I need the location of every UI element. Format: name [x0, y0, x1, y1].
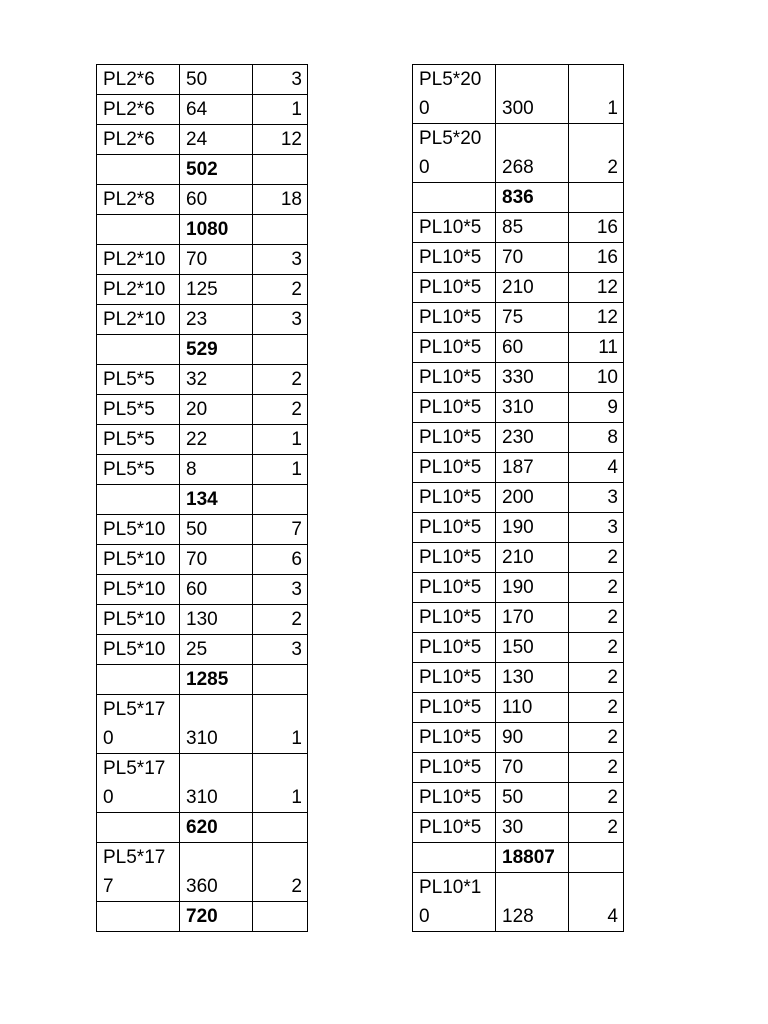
table-row [413, 124, 624, 183]
table-row [97, 605, 308, 635]
quantity-cell: 3 [253, 65, 308, 95]
subtotal-row [97, 215, 308, 245]
empty-cell [253, 155, 308, 185]
length-cell: 22 [180, 425, 253, 455]
part-name-cell: PL5*5 [97, 395, 180, 425]
quantity-cell: 16 [569, 243, 624, 273]
table-row [97, 635, 308, 665]
table-row [413, 423, 624, 453]
length-cell: 60 [180, 575, 253, 605]
part-name-cell: PL10*5 [413, 483, 496, 513]
table-row [97, 185, 308, 215]
table-row [413, 633, 624, 663]
quantity-cell: 3 [253, 305, 308, 335]
quantity-cell: 12 [569, 303, 624, 333]
length-cell: 75 [496, 303, 569, 333]
subtotal-cell: 1285 [180, 665, 253, 695]
subtotal-row [97, 665, 308, 695]
part-name-cell: PL10*5 [413, 213, 496, 243]
table-row [413, 483, 624, 513]
table-row [97, 65, 308, 95]
subtotal-cell: 1080 [180, 215, 253, 245]
length-cell: 300 [496, 65, 569, 124]
quantity-cell: 2 [569, 693, 624, 723]
part-name-cell: PL5*170 [97, 754, 180, 813]
part-name-cell: PL10*5 [413, 543, 496, 573]
length-cell: 32 [180, 365, 253, 395]
length-cell: 230 [496, 423, 569, 453]
table-row [413, 363, 624, 393]
part-name-cell: PL10*5 [413, 603, 496, 633]
subtotal-cell: 836 [496, 183, 569, 213]
length-cell: 187 [496, 453, 569, 483]
table-row [413, 723, 624, 753]
table-row [97, 695, 308, 754]
quantity-cell: 3 [253, 635, 308, 665]
length-cell: 70 [496, 243, 569, 273]
length-cell: 50 [180, 515, 253, 545]
quantity-cell: 2 [569, 663, 624, 693]
table-row [413, 663, 624, 693]
quantity-cell: 6 [253, 545, 308, 575]
empty-cell [253, 215, 308, 245]
length-cell: 170 [496, 603, 569, 633]
part-name-cell: PL5*200 [413, 124, 496, 183]
table-row [413, 783, 624, 813]
quantity-cell: 2 [569, 124, 624, 183]
table-row [97, 275, 308, 305]
table-row [97, 754, 308, 813]
empty-cell [97, 215, 180, 245]
empty-cell [253, 665, 308, 695]
empty-cell [569, 183, 624, 213]
quantity-cell: 2 [253, 275, 308, 305]
part-name-cell: PL2*8 [97, 185, 180, 215]
length-cell: 268 [496, 124, 569, 183]
quantity-cell: 1 [253, 425, 308, 455]
length-cell: 310 [180, 695, 253, 754]
quantity-cell: 2 [569, 633, 624, 663]
length-cell: 90 [496, 723, 569, 753]
length-cell: 20 [180, 395, 253, 425]
quantity-cell: 1 [253, 95, 308, 125]
part-name-cell: PL5*170 [97, 695, 180, 754]
quantity-cell: 4 [569, 453, 624, 483]
length-cell: 64 [180, 95, 253, 125]
subtotal-cell: 502 [180, 155, 253, 185]
length-cell: 30 [496, 813, 569, 843]
table-row [97, 843, 308, 902]
quantity-cell: 10 [569, 363, 624, 393]
subtotal-cell: 529 [180, 335, 253, 365]
empty-cell [413, 843, 496, 873]
empty-cell [97, 335, 180, 365]
empty-cell [253, 813, 308, 843]
empty-cell [97, 485, 180, 515]
quantity-cell: 2 [569, 543, 624, 573]
quantity-cell: 2 [253, 605, 308, 635]
quantity-cell: 2 [569, 813, 624, 843]
quantity-cell: 3 [569, 513, 624, 543]
length-cell: 8 [180, 455, 253, 485]
part-name-cell: PL2*10 [97, 275, 180, 305]
part-name-cell: PL10*5 [413, 693, 496, 723]
table-row [413, 753, 624, 783]
part-name-cell: PL2*6 [97, 95, 180, 125]
table-row [413, 333, 624, 363]
empty-cell [253, 335, 308, 365]
length-cell: 190 [496, 513, 569, 543]
length-cell: 24 [180, 125, 253, 155]
part-name-cell: PL10*5 [413, 723, 496, 753]
part-name-cell: PL10*5 [413, 243, 496, 273]
length-cell: 130 [496, 663, 569, 693]
quantity-cell: 8 [569, 423, 624, 453]
table-row [97, 545, 308, 575]
table-row [97, 305, 308, 335]
right-parts-table [412, 64, 624, 932]
subtotal-cell: 720 [180, 902, 253, 932]
part-name-cell: PL10*5 [413, 633, 496, 663]
part-name-cell: PL5*5 [97, 365, 180, 395]
quantity-cell: 2 [569, 783, 624, 813]
part-name-cell: PL10*5 [413, 663, 496, 693]
part-name-cell: PL10*5 [413, 573, 496, 603]
length-cell: 210 [496, 543, 569, 573]
length-cell: 85 [496, 213, 569, 243]
table-row [413, 213, 624, 243]
table-row [413, 693, 624, 723]
part-name-cell: PL10*5 [413, 363, 496, 393]
subtotal-row [413, 183, 624, 213]
quantity-cell: 18 [253, 185, 308, 215]
length-cell: 150 [496, 633, 569, 663]
subtotal-cell: 134 [180, 485, 253, 515]
table-row [413, 513, 624, 543]
right-table-body [413, 65, 624, 932]
length-cell: 310 [180, 754, 253, 813]
empty-cell [253, 485, 308, 515]
table-row [413, 243, 624, 273]
table-row [97, 245, 308, 275]
quantity-cell: 11 [569, 333, 624, 363]
part-name-cell: PL5*5 [97, 425, 180, 455]
quantity-cell: 2 [569, 573, 624, 603]
empty-cell [569, 843, 624, 873]
empty-cell [97, 902, 180, 932]
part-name-cell: PL2*10 [97, 305, 180, 335]
empty-cell [97, 155, 180, 185]
table-row [413, 65, 624, 124]
subtotal-row [97, 902, 308, 932]
quantity-cell: 16 [569, 213, 624, 243]
part-name-cell: PL10*5 [413, 813, 496, 843]
length-cell: 50 [180, 65, 253, 95]
subtotal-row [97, 485, 308, 515]
empty-cell [97, 665, 180, 695]
length-cell: 60 [180, 185, 253, 215]
part-name-cell: PL10*5 [413, 333, 496, 363]
part-name-cell: PL5*10 [97, 635, 180, 665]
quantity-cell: 1 [569, 65, 624, 124]
part-name-cell: PL10*5 [413, 273, 496, 303]
length-cell: 110 [496, 693, 569, 723]
table-row [97, 365, 308, 395]
length-cell: 360 [180, 843, 253, 902]
length-cell: 25 [180, 635, 253, 665]
table-row [413, 603, 624, 633]
part-name-cell: PL10*5 [413, 783, 496, 813]
part-name-cell: PL5*200 [413, 65, 496, 124]
part-name-cell: PL10*5 [413, 393, 496, 423]
quantity-cell: 2 [253, 365, 308, 395]
subtotal-cell: 620 [180, 813, 253, 843]
part-name-cell: PL5*10 [97, 605, 180, 635]
quantity-cell: 3 [569, 483, 624, 513]
part-name-cell: PL10*5 [413, 753, 496, 783]
length-cell: 130 [180, 605, 253, 635]
table-row [97, 515, 308, 545]
length-cell: 210 [496, 273, 569, 303]
length-cell: 200 [496, 483, 569, 513]
subtotal-row [97, 155, 308, 185]
subtotal-row [97, 813, 308, 843]
part-name-cell: PL2*10 [97, 245, 180, 275]
table-row [97, 455, 308, 485]
empty-cell [253, 902, 308, 932]
quantity-cell: 7 [253, 515, 308, 545]
quantity-cell: 12 [253, 125, 308, 155]
quantity-cell: 2 [253, 395, 308, 425]
left-parts-table [96, 64, 308, 932]
left-table-body [97, 65, 308, 932]
part-name-cell: PL10*5 [413, 513, 496, 543]
length-cell: 330 [496, 363, 569, 393]
quantity-cell: 1 [253, 455, 308, 485]
length-cell: 70 [180, 545, 253, 575]
part-name-cell: PL5*177 [97, 843, 180, 902]
length-cell: 128 [496, 873, 569, 932]
length-cell: 125 [180, 275, 253, 305]
length-cell: 50 [496, 783, 569, 813]
quantity-cell: 12 [569, 273, 624, 303]
quantity-cell: 3 [253, 245, 308, 275]
empty-cell [97, 813, 180, 843]
quantity-cell: 2 [569, 723, 624, 753]
part-name-cell: PL5*10 [97, 515, 180, 545]
length-cell: 190 [496, 573, 569, 603]
table-row [413, 813, 624, 843]
length-cell: 310 [496, 393, 569, 423]
length-cell: 70 [180, 245, 253, 275]
table-row [97, 395, 308, 425]
table-row [97, 125, 308, 155]
table-row [413, 873, 624, 932]
table-row [97, 425, 308, 455]
part-name-cell: PL10*5 [413, 303, 496, 333]
subtotal-row [97, 335, 308, 365]
quantity-cell: 2 [253, 843, 308, 902]
part-name-cell: PL2*6 [97, 125, 180, 155]
table-row [413, 573, 624, 603]
quantity-cell: 1 [253, 695, 308, 754]
table-row [413, 543, 624, 573]
subtotal-row [413, 843, 624, 873]
quantity-cell: 3 [253, 575, 308, 605]
quantity-cell: 2 [569, 603, 624, 633]
part-name-cell: PL5*10 [97, 575, 180, 605]
quantity-cell: 9 [569, 393, 624, 423]
part-name-cell: PL10*5 [413, 423, 496, 453]
length-cell: 70 [496, 753, 569, 783]
table-row [413, 393, 624, 423]
length-cell: 23 [180, 305, 253, 335]
table-row [413, 453, 624, 483]
empty-cell [413, 183, 496, 213]
quantity-cell: 4 [569, 873, 624, 932]
part-name-cell: PL5*5 [97, 455, 180, 485]
part-name-cell: PL10*10 [413, 873, 496, 932]
part-name-cell: PL10*5 [413, 453, 496, 483]
table-row [413, 303, 624, 333]
quantity-cell: 2 [569, 753, 624, 783]
table-row [97, 575, 308, 605]
subtotal-cell: 18807 [496, 843, 569, 873]
table-row [97, 95, 308, 125]
part-name-cell: PL5*10 [97, 545, 180, 575]
part-name-cell: PL2*6 [97, 65, 180, 95]
quantity-cell: 1 [253, 754, 308, 813]
length-cell: 60 [496, 333, 569, 363]
table-row [413, 273, 624, 303]
